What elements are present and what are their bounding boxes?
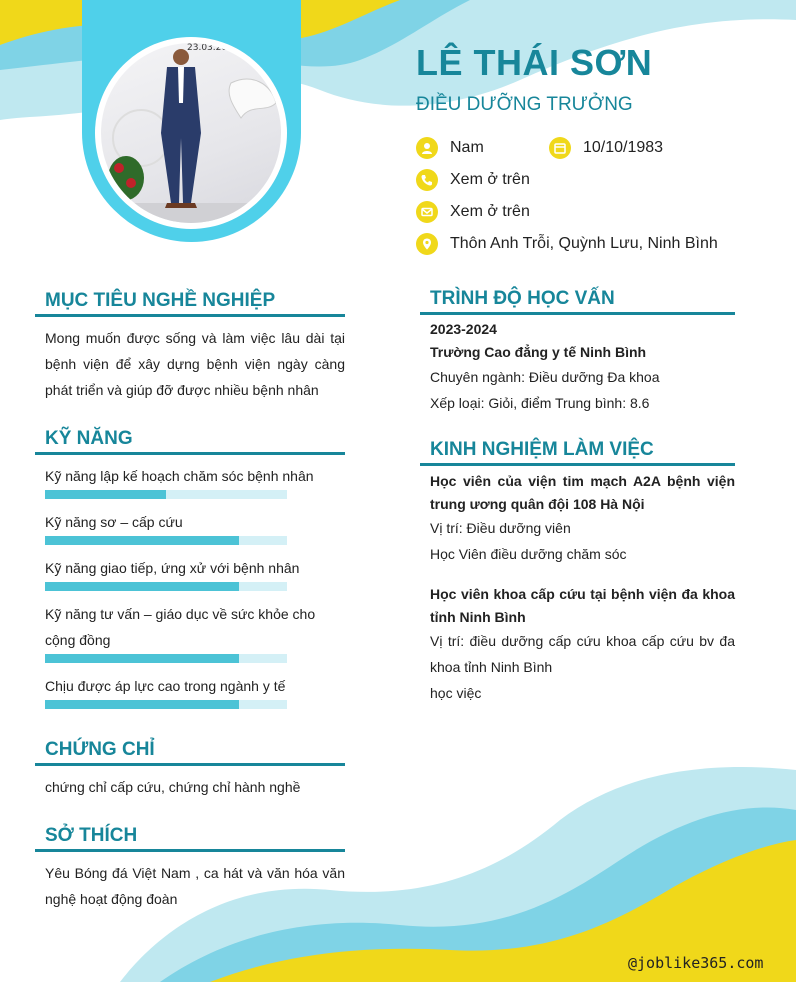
- skill-label: Chịu được áp lực cao trong ngành y tế: [45, 678, 286, 694]
- education-grade: Xếp loại: Giỏi, điểm Trung bình: 8.6: [430, 395, 650, 411]
- phone-value: Xem ở trên: [450, 171, 530, 188]
- gender-value: Nam: [450, 139, 484, 156]
- hobbies-text: Yêu Bóng đá Việt Nam , ca hát và văn hóa văn nghệ hoạt động đoàn: [45, 865, 345, 907]
- calendar-icon: [549, 137, 571, 159]
- email-row: [416, 201, 530, 223]
- photo-date: 23.03.2025: [187, 43, 239, 53]
- watermark: @joblike365.com: [628, 954, 764, 972]
- certificates-title: CHỨNG CHỈ: [35, 739, 345, 766]
- skill-bar-fill: [45, 582, 239, 591]
- address-value: Thôn Anh Trỗi, Quỳnh Lưu, Ninh Bình: [450, 235, 718, 252]
- experience-description-2: học việc: [430, 685, 482, 701]
- experience-org-1: Học viên của viện tim mạch A2A bệnh viện trung ương quân đội 108 Hà Nội: [430, 473, 735, 512]
- skill-bar-track: [45, 490, 287, 499]
- profile-photo: [101, 43, 281, 223]
- skill-label: Kỹ năng giao tiếp, ứng xử với bệnh nhân: [45, 560, 300, 576]
- address-row: [416, 233, 718, 255]
- birthdate-value: 10/10/1983: [583, 139, 664, 156]
- skill-bar-fill: [45, 490, 166, 499]
- education-school: Trường Cao đẳng y tế Ninh Bình: [430, 344, 647, 360]
- experience-position-1: Vị trí: Điều dưỡng viên: [430, 520, 571, 536]
- objective-text: Mong muốn được sống và làm việc lâu dài tại bệnh viện để xây dựng bệnh viện ngày càng phát triển và giúp đỡ được nhiều bệnh nhân: [45, 330, 345, 398]
- experience-org-2: Học viên khoa cấp cứu tại bệnh viện đa khoa tỉnh Ninh Bình: [430, 586, 735, 625]
- certificates-text: chứng chỉ cấp cứu, chứng chỉ hành nghề: [45, 779, 301, 795]
- education-title: TRÌNH ĐỘ HỌC VẤN: [420, 288, 735, 315]
- person-figure: [101, 43, 281, 223]
- birthdate-row: [549, 137, 663, 159]
- gender-row: [416, 137, 484, 159]
- skill-label: Kỹ năng lập kế hoạch chăm sóc bệnh nhân: [45, 468, 314, 484]
- objective-title: MỤC TIÊU NGHỀ NGHIỆP: [35, 290, 345, 317]
- skill-label: Kỹ năng sơ – cấp cứu: [45, 514, 183, 530]
- user-icon: [416, 137, 438, 159]
- email-value: Xem ở trên: [450, 203, 530, 220]
- hobbies-title: SỞ THÍCH: [35, 825, 345, 852]
- skill-bar-track: [45, 654, 287, 663]
- skill-bar-fill: [45, 536, 239, 545]
- skill-bar-track: [45, 700, 287, 709]
- skill-bar-fill: [45, 700, 239, 709]
- mail-icon: [416, 201, 438, 223]
- location-pin-icon: [416, 233, 438, 255]
- experience-position-2: Vị trí: điều dưỡng cấp cứu khoa cấp cứu bv đa khoa tỉnh Ninh Bình: [430, 633, 735, 675]
- candidate-name: LÊ THÁI SƠN: [416, 42, 653, 83]
- phone-icon: [416, 169, 438, 191]
- phone-row: [416, 169, 530, 191]
- experience-title: KINH NGHIỆM LÀM VIỆC: [420, 439, 735, 466]
- skill-bar-track: [45, 582, 287, 591]
- candidate-role: ĐIỀU DƯỠNG TRƯỞNG: [416, 94, 633, 115]
- skill-bar-track: [45, 536, 287, 545]
- education-period: 2023-2024: [430, 321, 497, 337]
- skills-title: KỸ NĂNG: [35, 428, 345, 455]
- skill-label: Kỹ năng tư vấn – giáo dục về sức khỏe cho cộng đồng: [45, 606, 316, 648]
- education-major: Chuyên ngành: Điều dưỡng Đa khoa: [430, 369, 660, 385]
- experience-description-1: Học Viên điều dưỡng chăm sóc: [430, 546, 627, 562]
- skill-bar-fill: [45, 654, 239, 663]
